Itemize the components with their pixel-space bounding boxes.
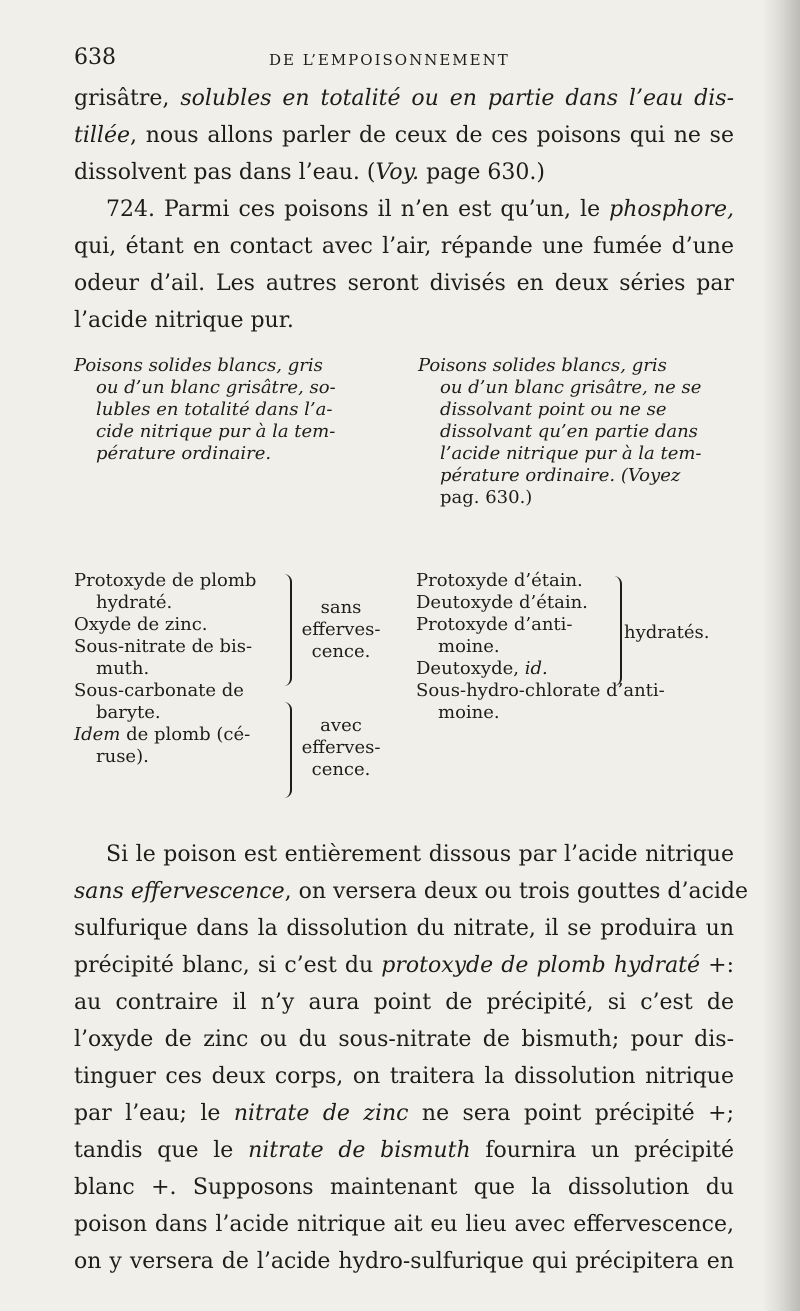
text-line: l’acide nitrique pur. bbox=[74, 308, 294, 333]
list-item: Oxyde de zinc. bbox=[74, 614, 208, 635]
list-item: Protoxyde de plomb bbox=[74, 570, 257, 591]
heading-line: dissolvant qu’en partie dans bbox=[440, 421, 698, 442]
heading-line: lubles en totalité dans l’a- bbox=[96, 399, 333, 420]
list-item: Deutoxyde, id. bbox=[416, 658, 548, 679]
text-line: on y versera de l’acide hydro-sulfurique qui précipitera en bbox=[74, 1249, 734, 1274]
list-item: muth. bbox=[96, 658, 150, 679]
page-header bbox=[74, 45, 734, 75]
text-line: odeur d’ail. Les autres seront divisés en deux séries par bbox=[74, 271, 734, 296]
group-label-avec-effervescence: avec efferves- cence. bbox=[301, 715, 381, 780]
heading-line: pag. 630.) bbox=[440, 487, 533, 508]
list-item: Deutoxyde d’étain. bbox=[416, 592, 588, 613]
paragraph-analysis bbox=[74, 836, 749, 1280]
text-line: 724. Parmi ces poisons il n’en est qu’un, le phosphore, bbox=[106, 197, 734, 222]
text-line: tandis que le nitrate de bismuth fournira un précipité bbox=[74, 1138, 735, 1163]
text-line: sulfurique dans la dissolution du nitrate, il se produira un bbox=[74, 916, 734, 941]
list-item: ruse). bbox=[96, 746, 149, 767]
text-line: tinguer ces deux corps, on traitera la dissolution nitrique bbox=[74, 1064, 734, 1089]
heading-line: ou d’un blanc grisâtre, ne se bbox=[440, 377, 702, 398]
text-line: l’oxyde de zinc ou du sous-nitrate de bismuth; pour dis- bbox=[74, 1027, 734, 1052]
text-line: par l’eau; le nitrate de zinc ne sera point précipité +; bbox=[74, 1101, 734, 1126]
text-line: grisâtre, solubles en totalité ou en partie dans l’eau dis- bbox=[74, 86, 735, 111]
heading-line: cide nitrique pur à la tem- bbox=[96, 421, 336, 442]
heading-line: pérature ordinaire. (Voyez bbox=[440, 465, 681, 486]
group-label-sans-effervescence: sans efferves- cence. bbox=[301, 597, 381, 662]
list-item: Protoxyde d’étain. bbox=[416, 570, 583, 591]
text-line: blanc +. Supposons maintenant que la dissolution du bbox=[74, 1175, 734, 1200]
page-number: 638 bbox=[74, 45, 116, 70]
brace-avec-effervescence bbox=[276, 702, 292, 798]
list-item: Sous-carbonate de bbox=[74, 680, 244, 701]
running-head: DE L’EMPOISONNEMENT bbox=[269, 51, 510, 69]
left-column-heading bbox=[74, 355, 336, 465]
text-line: précipité blanc, si c’est du protoxyde de plomb hydraté +: bbox=[74, 953, 735, 978]
list-item: moine. bbox=[438, 702, 500, 723]
list-item: Sous-nitrate de bis- bbox=[74, 636, 253, 657]
heading-line: dissolvant point ou ne se bbox=[440, 399, 667, 420]
text-line: sans effervescence, on versera deux ou trois gouttes d’acide bbox=[74, 879, 749, 904]
heading-line: Poisons solides blancs, gris bbox=[418, 355, 667, 376]
left-poison-list bbox=[74, 570, 256, 768]
list-item: baryte. bbox=[96, 702, 161, 723]
brace-hydrates bbox=[608, 576, 622, 686]
paragraph-continuation bbox=[74, 80, 734, 191]
right-poison-list bbox=[416, 570, 665, 724]
heading-line: l’acide nitrique pur à la tem- bbox=[440, 443, 702, 464]
text-line: Si le poison est entièrement dissous par l’acide nitrique bbox=[106, 842, 734, 867]
paragraph-724 bbox=[74, 191, 734, 339]
list-item: Sous-hydro-chlorate d’anti- bbox=[416, 680, 665, 701]
heading-line: pérature ordinaire. bbox=[96, 443, 272, 464]
text-line: tillée, nous allons parler de ceux de ces poisons qui ne se bbox=[74, 123, 734, 148]
list-item: hydraté. bbox=[96, 592, 173, 613]
group-label-hydrates: hydratés. bbox=[624, 622, 710, 643]
brace-sans-effervescence bbox=[276, 574, 292, 686]
list-item: moine. bbox=[438, 636, 500, 657]
text-line: qui, étant en contact avec l’air, répande une fumée d’une bbox=[74, 234, 734, 259]
page-spine-shadow bbox=[762, 0, 800, 1311]
right-column-heading bbox=[418, 355, 702, 509]
heading-line: ou d’un blanc grisâtre, so- bbox=[96, 377, 336, 398]
heading-line: Poisons solides blancs, gris bbox=[74, 355, 323, 376]
text-line: poison dans l’acide nitrique ait eu lieu avec effervescence, bbox=[74, 1212, 734, 1237]
list-item: Idem de plomb (cé- bbox=[74, 724, 251, 745]
text-line: dissolvent pas dans l’eau. (Voy. page 630.) bbox=[74, 160, 545, 185]
text-line: au contraire il n’y aura point de précipité, si c’est de bbox=[74, 990, 734, 1015]
list-item: Protoxyde d’anti- bbox=[416, 614, 573, 635]
